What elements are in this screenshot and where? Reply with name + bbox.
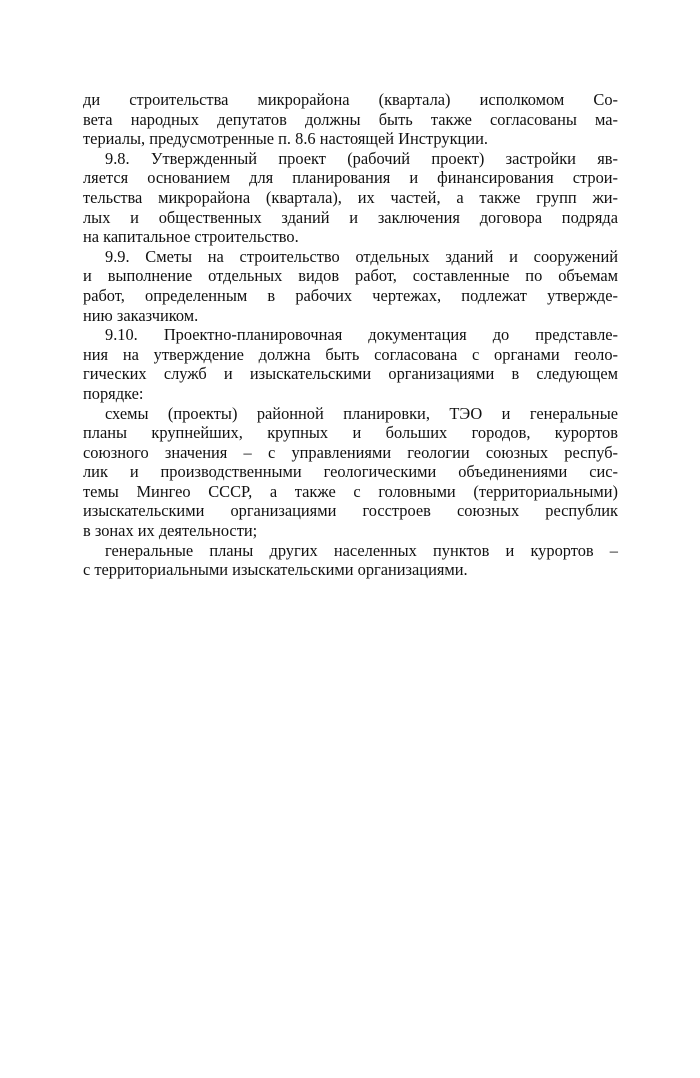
text-line: с территориальными изыскательскими организациями.	[83, 560, 468, 580]
text-line: порядке:	[83, 383, 144, 403]
text-line: ния на утверждение должна быть согласована с органами геоло-	[83, 344, 618, 364]
paragraph-9-10	[83, 325, 618, 403]
text-line: работ, определенным в рабочих чертежах, подлежат утвержде-	[83, 285, 618, 305]
text-line: на капитальное строительство.	[83, 227, 299, 247]
text-line: териалы, предусмотренные п. 8.6 настоящей Инструкции.	[83, 129, 488, 149]
text-line: генеральные планы других населенных пунктов и курортов –	[105, 540, 618, 560]
text-line: 9.10. Проектно-планировочная документация до представле-	[105, 325, 618, 345]
paragraph-9-8	[83, 149, 618, 247]
text-line: лик и производственными геологическими объединениями сис-	[83, 462, 618, 482]
text-line: изыскательскими организациями госстроев союзных республик	[83, 501, 618, 521]
document-page	[83, 90, 618, 580]
text-line: схемы (проекты) районной планировки, ТЭО и генеральные	[105, 403, 618, 423]
text-line: в зонах их деятельности;	[83, 521, 258, 541]
paragraph-general-plans	[83, 541, 618, 580]
text-line: гических служб и изыскательскими организациями в следующем	[83, 364, 618, 384]
text-line: ди строительства микрорайона (квартала) исполкомом Со-	[83, 90, 618, 109]
text-line: 9.9. Сметы на строительство отдельных зданий и сооружений	[105, 246, 618, 266]
paragraph-9-9	[83, 247, 618, 325]
paragraph-schemes	[83, 404, 618, 541]
text-line: лых и общественных зданий и заключения договора подряда	[83, 207, 618, 227]
text-line: 9.8. Утвержденный проект (рабочий проект) застройки яв-	[105, 148, 618, 168]
text-line: и выполнение отдельных видов работ, составленные по объемам	[83, 266, 618, 286]
text-line: темы Мингео СССР, а также с головными (территориальными)	[83, 481, 618, 501]
text-line: союзного значения – с управлениями геологии союзных респуб-	[83, 442, 618, 462]
text-line: вета народных депутатов должны быть также согласованы ма-	[83, 109, 618, 129]
text-line: тельства микрорайона (квартала), их частей, а также групп жи-	[83, 187, 618, 207]
paragraph-continuation	[83, 90, 618, 149]
text-line: планы крупнейших, крупных и больших городов, курортов	[83, 423, 618, 443]
text-line: ляется основанием для планирования и финансирования строи-	[83, 168, 618, 188]
text-line: нию заказчиком.	[83, 305, 199, 325]
